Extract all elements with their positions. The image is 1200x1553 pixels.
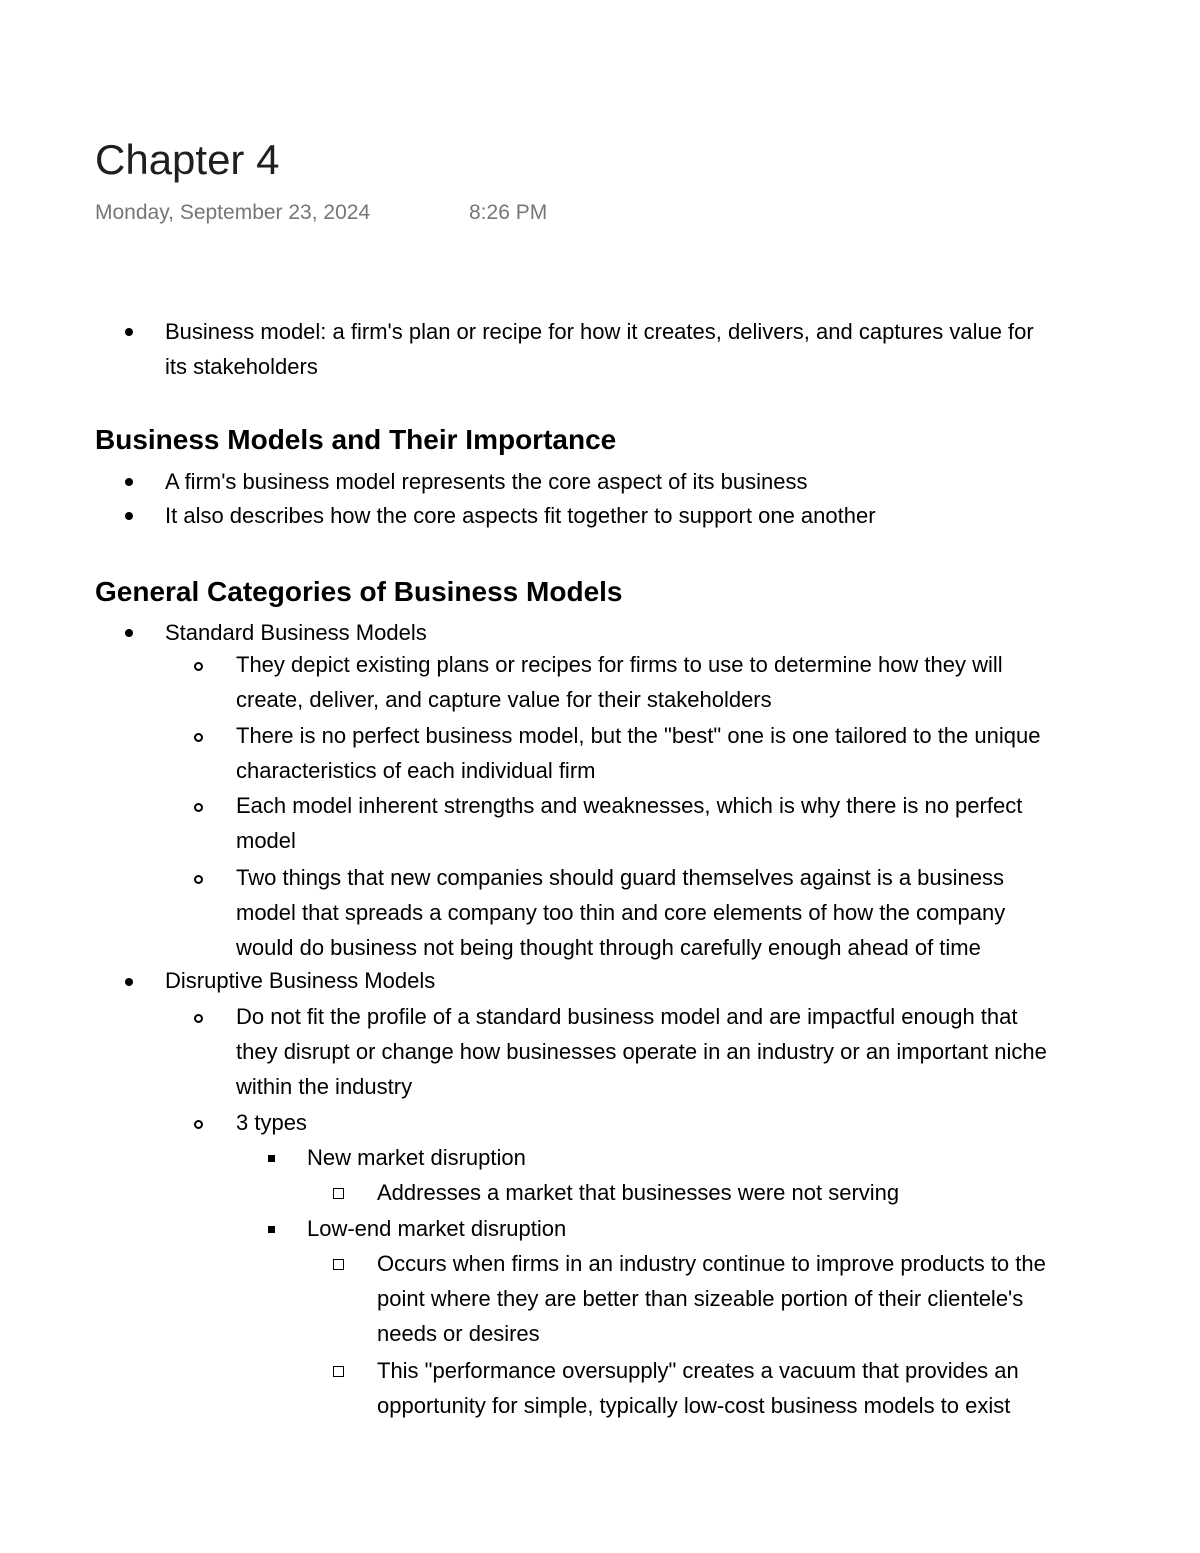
- list-item-text: Disruptive Business Models: [165, 968, 436, 993]
- list-item-text: would do business not being thought through carefully enough ahead of time: [236, 935, 981, 960]
- square-bullet-icon: [268, 1155, 275, 1162]
- list-item-text: Each model inherent strengths and weaknesses, which is why there is no perfect: [236, 793, 1023, 818]
- list-item-text: its stakeholders: [165, 354, 318, 379]
- hollow-bullet-icon: [194, 662, 203, 671]
- section-heading: Business Models and Their Importance: [95, 424, 617, 455]
- page-title: Chapter 4: [95, 136, 280, 183]
- hollow-bullet-icon: [194, 803, 203, 812]
- note-timestamp: [95, 199, 548, 227]
- list-item-text: They depict existing plans or recipes for firms to use to determine how they will: [236, 652, 1003, 677]
- list-item-text: There is no perfect business model, but the "best" one is one tailored to the unique: [236, 723, 1041, 748]
- list-item-text: model that spreads a company too thin and core elements of how the company: [236, 900, 1006, 925]
- note-date: Monday, September 23, 2024: [95, 201, 371, 224]
- list-item-text: opportunity for simple, typically low-cost business models to exist: [377, 1393, 1011, 1418]
- section-heading: General Categories of Business Models: [95, 576, 623, 607]
- hollow-bullet-icon: [194, 1014, 203, 1023]
- hollow-square-bullet-icon: [333, 1366, 344, 1377]
- list-item-text: Addresses a market that businesses were not serving: [377, 1180, 900, 1205]
- list-item-text: Two things that new companies should guard themselves against is a business: [236, 865, 1004, 890]
- list-item-text: point where they are better than sizeable portion of their clientele's: [377, 1286, 1024, 1311]
- list-item-text: It also describes how the core aspects fit together to support one another: [165, 503, 876, 528]
- hollow-square-bullet-icon: [333, 1188, 344, 1199]
- bullet-icon: [125, 978, 133, 986]
- bullet-icon: [125, 478, 133, 486]
- hollow-bullet-icon: [194, 875, 203, 884]
- list-item-text: Do not fit the profile of a standard business model and are impactful enough that: [236, 1004, 1018, 1029]
- list-item-text: Low-end market disruption: [307, 1216, 567, 1241]
- list-item-text: 3 types: [236, 1110, 307, 1135]
- list-item-text: needs or desires: [377, 1321, 540, 1346]
- note-time: 8:26 PM: [469, 201, 548, 224]
- bullet-icon: [125, 512, 133, 520]
- list-item-text: This "performance oversupply" creates a vacuum that provides an: [377, 1358, 1019, 1383]
- hollow-bullet-icon: [194, 733, 203, 742]
- hollow-square-bullet-icon: [333, 1259, 344, 1270]
- bullet-icon: [125, 629, 133, 637]
- list-item-text: Occurs when firms in an industry continue to improve products to the: [377, 1251, 1046, 1276]
- square-bullet-icon: [268, 1226, 275, 1233]
- bullet-icon: [125, 328, 133, 336]
- list-item-text: they disrupt or change how businesses operate in an industry or an important niche: [236, 1039, 1047, 1064]
- list-item-text: model: [236, 828, 296, 853]
- list-item-text: characteristics of each individual firm: [236, 758, 596, 783]
- list-item-text: New market disruption: [307, 1145, 526, 1170]
- list-item-text: A firm's business model represents the core aspect of its business: [165, 469, 808, 494]
- list-item-text: create, deliver, and capture value for their stakeholders: [236, 687, 772, 712]
- list-item-text: within the industry: [236, 1074, 413, 1099]
- list-item-text: Standard Business Models: [165, 620, 427, 645]
- list-item-text: Business model: a firm's plan or recipe for how it creates, delivers, and captures value for: [165, 319, 1034, 344]
- hollow-bullet-icon: [194, 1120, 203, 1129]
